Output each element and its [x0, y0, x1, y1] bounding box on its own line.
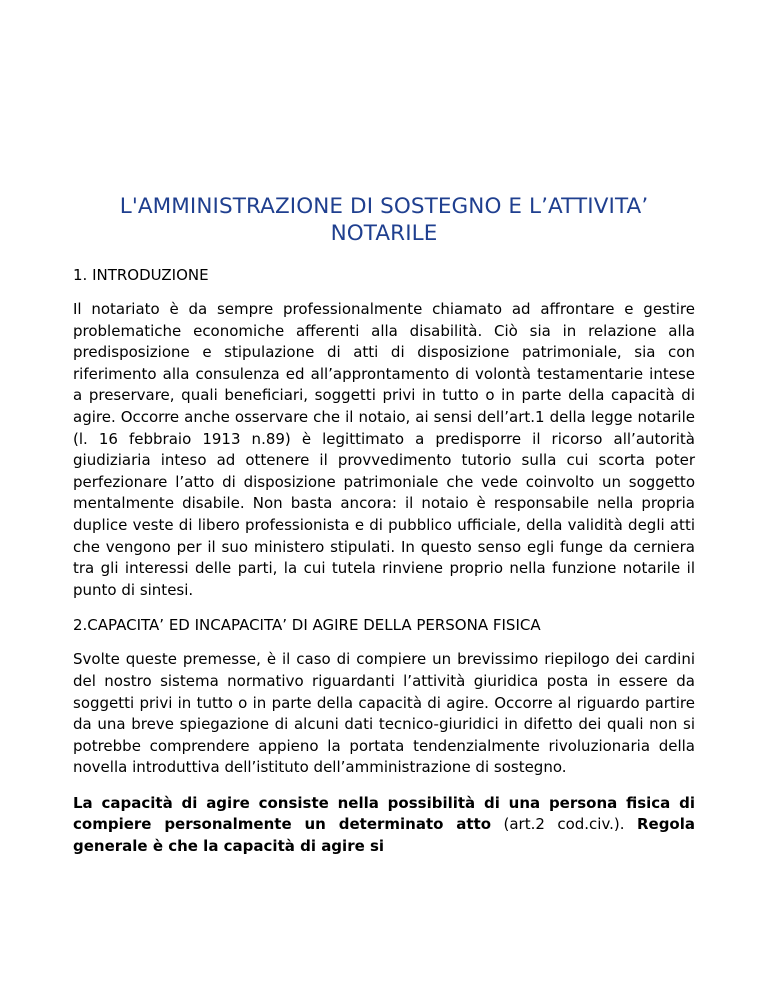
section-heading-introduzione: 1. INTRODUZIONE: [73, 266, 209, 284]
paragraph-capacita: Svolte queste premesse, è il caso di compiere un brevissimo riepilogo dei cardini del nostro sistema normativo riguardanti l’attività giuridica posta in essere da soggetti privi in tutto o in parte della capacità di agire. Occorre al riguardo partire da una breve spiegazione di alcuni dati tecnico-giuridici in difetto dei quali non si potrebbe comprendere appieno la portata tendenzialmente rivoluzionaria della novella introduttiva dell’istituto dell’amministrazione di sostegno.: [73, 650, 695, 777]
document-page: [73, 193, 695, 872]
paragraph-introduzione: Il notariato è da sempre professionalmente chiamato ad affrontare e gestire problematiche economiche afferenti alla disabilità. Ciò sia in relazione alla predisposizione e stipulazione di atti di disposizione patrimoniale, sia con riferimento alla consulenza ed all’approntamento di volontà testamentarie intese a preservare, quali beneficiari, soggetti privi in tutto o in parte della capacità di agire. Occorre anche osservare che il notaio, ai sensi dell’art.1 della legge notarile (l. 16 febbraio 1913 n.89) è legittimato a predisporre il ricorso all’autorità giudiziaria inteso ad ottenere il provvedimento tutorio sulla cui scorta poter perfezionare l’atto di disposizione patrimoniale che vede coinvolto un soggetto mentalmente disabile. Non basta ancora: il notaio è responsabile nella propria duplice veste di libero professionista e di pubblico ufficiale, della validità degli atti che vengono per il suo ministero stipulati. In questo senso egli funge da cerniera tra gli interessi delle parti, la cui tutela rinviene proprio nella funzione notarile il punto di sintesi.: [73, 300, 695, 599]
section-heading-capacita: 2.CAPACITA’ ED INCAPACITA’ DI AGIRE DELLA PERSONA FISICA: [73, 616, 541, 635]
bold-text-definition: La capacità di agire consiste nella possibilità di una persona fisica di compiere personalmente un determinato atto: [73, 793, 695, 834]
document-title: L'AMMINISTRAZIONE DI SOSTEGNO E L’ATTIVITA’ NOTARILE: [119, 194, 649, 246]
paragraph-capacita-di-agire: [73, 793, 695, 858]
article-reference: (art.2 cod.civ.).: [491, 815, 637, 834]
bold-text-rule: Regola generale è che la capacità di agire si: [73, 815, 695, 856]
